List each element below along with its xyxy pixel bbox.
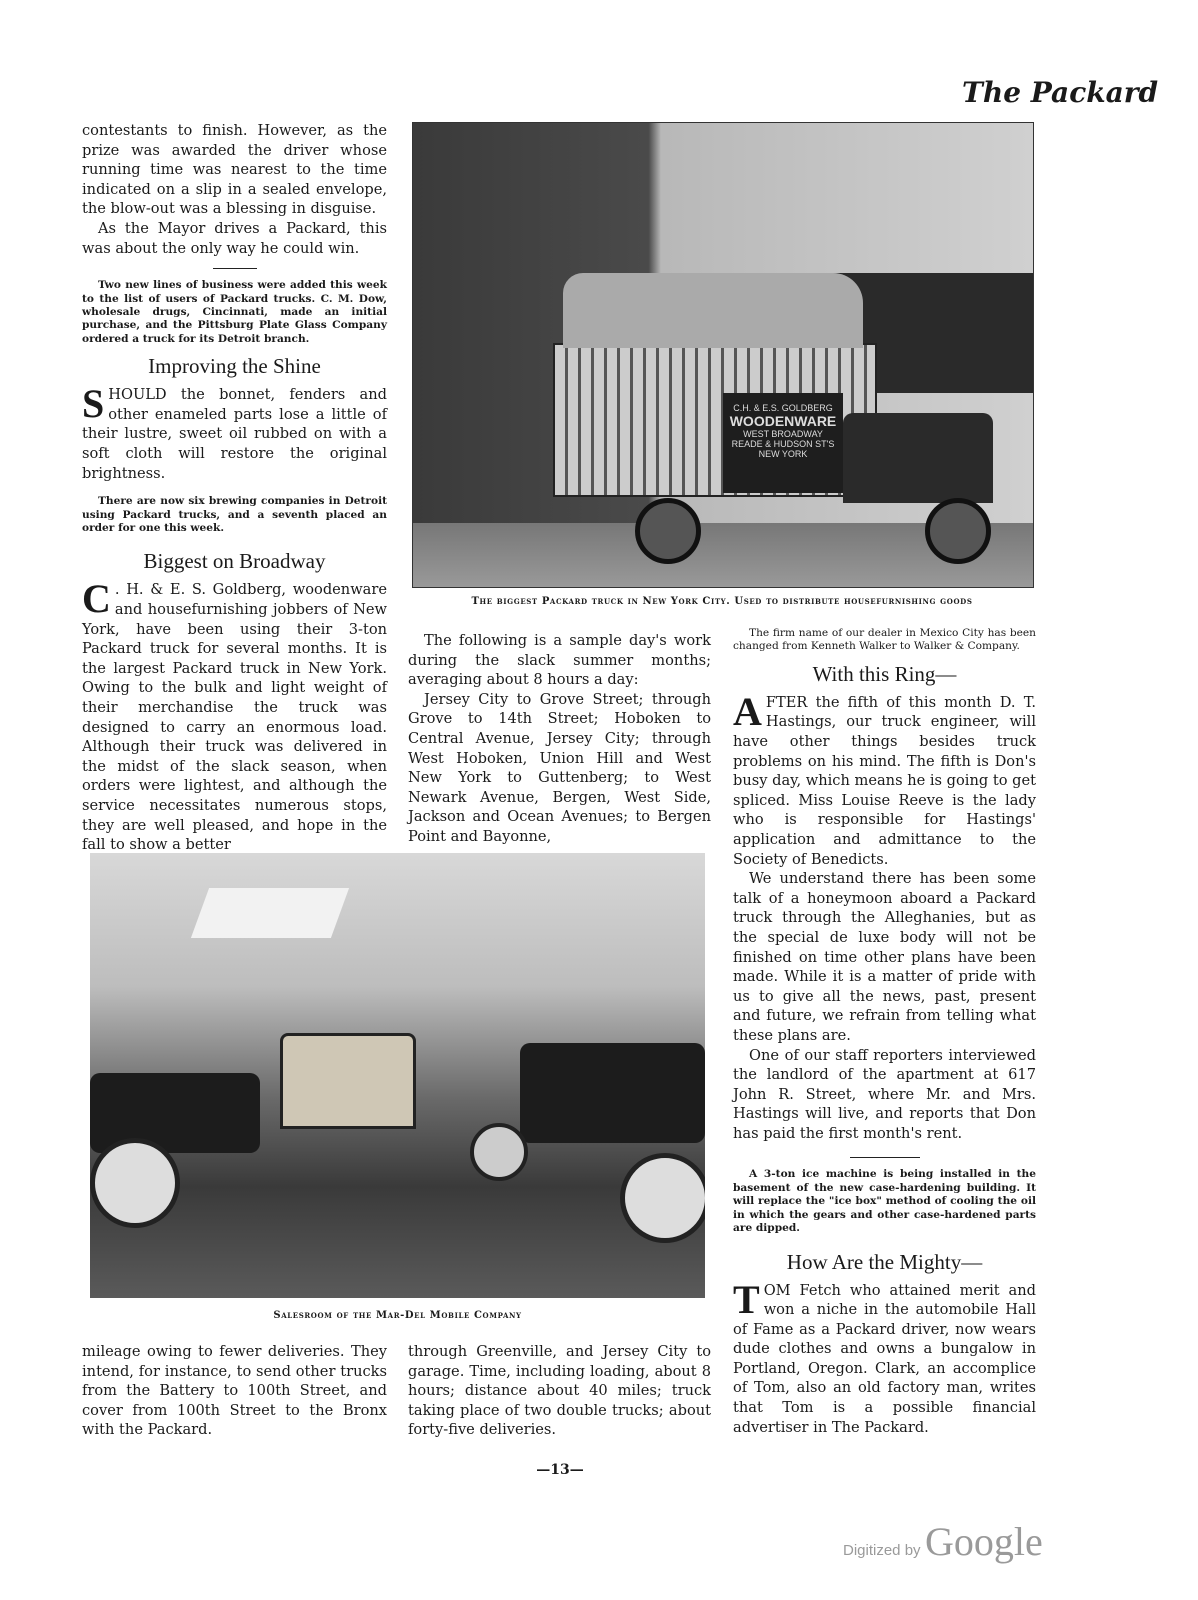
packard-logo: The Packard [962,76,1159,109]
heading-biggest-broadway: Biggest on Broadway [143,549,326,574]
paragraph: OM Fetch who attained merit and won a niche in the automobile Hall of Fame as a Packard driver, now wears dude clothes and owns a bungalow in Portland, Oregon. Clark, an accomplice of Tom, also an old factory man, writes that Tom is a possible financial advertiser in The Packard. [733,1281,1036,1436]
middle-column [408,631,711,847]
news-note: There are now six brewing companies in Detroit using Packard trucks, and a seventh placed an order for one this week. [82,495,387,534]
heading-how-are-the-mighty: How Are the Mighty— [786,1249,983,1274]
salesroom-photo [90,853,705,1298]
paragraph: contestants to finish. However, as the prize was awarded the driver whose running time was nearest to the time indicated on a slip in a sealed envelope, the blow-out was a blessing in disguise. [82,122,387,218]
paragraph: One of our staff reporters interviewed the landlord of the apartment at 617 John R. Street, where Mr. and Mrs. Hastings will live, and reports that Don has paid the first month's rent. [733,1046,1036,1142]
divider [213,268,257,269]
paragraph: HOULD the bonnet, fenders and other enameled parts lose a little of their lustre, sweet oil rubbed on with a soft cloth will restore the original brightness. [82,386,387,482]
drop-cap: C [82,576,111,622]
drop-cap: A [733,688,762,734]
right-column [733,627,1036,1437]
drop-cap: S [82,381,105,427]
truck-photo [412,122,1034,588]
paragraph: . H. & E. S. Goldberg, woodenware and housefurnishing jobbers of New York, have been using their 3-ton Packard truck for several months. It is the largest Packard truck in New York. Owing to the bulk and light weight of their merchandise the truck was designed to carry an enormous load. Although their truck was delivered in the midst of the slack season, when orders were lightest, and although the service necessitates numerous stops, they are well pleased, and hope in the fall to show a better [82,581,387,854]
bottom-middle-text [408,1342,711,1440]
paragraph: As the Mayor drives a Packard, this was about the only way he could win. [82,219,387,257]
truck-sign: C.H. & E.S. GOLDBERG WOODENWARE WEST BROADWAY READE & HUDSON ST'S NEW YORK [723,393,843,493]
paragraph: FTER the fifth of this month D. T. Hastings, our truck engineer, will have other things besides truck problems on his mind. The fifth is Don's busy day, which means he is going to get spliced. Miss Louise Reeve is the lady who is responsible for Hastings' application and admittance to the Society of Benedicts. [733,693,1036,868]
left-column [82,121,387,855]
truck-photo-caption: The biggest Packard truck in New York City. Used to distribute housefurnishing goods [471,596,973,607]
news-note: A 3-ton ice machine is being installed in the basement of the new case-hardening building. It will replace the "ice box" method of cooling the oil in which the gears and other case-hardened parts are dipped. [733,1168,1036,1235]
salesroom-photo-caption: Salesroom of the Mar-Del Mobile Company [273,1310,522,1321]
paragraph: Jersey City to Grove Street; through Grove to 14th Street; Hoboken to Central Avenue, Jersey City; through West Hoboken, Union Hill and West New York to Guttenberg; to West Newark Avenue, Bergen, West Side, Jackson and Ocean Avenues; to Bergen Point and Bayonne, [408,690,711,845]
news-note: The firm name of our dealer in Mexico City has been changed from Kenneth Walker to Walker & Company. [733,627,1036,653]
heading-improving-shine: Improving the Shine [148,354,321,379]
paragraph: mileage owing to fewer deliveries. They intend, for instance, to send other trucks from the Battery to 100th Street, and cover from 100th Street to the Bronx with the Packard. [82,1343,387,1439]
paragraph: The following is a sample day's work during the slack summer months; averaging about 8 hours a day: [408,632,711,689]
news-note: Two new lines of business were added this week to the list of users of Packard trucks. C. M. Dow, wholesale drugs, Cincinnati, made an initial purchase, and the Pittsburg Plate Glass Company ordered a truck for its Detroit branch. [82,279,387,345]
heading-with-this-ring: With this Ring— [812,661,957,686]
bottom-left-text [82,1342,387,1440]
page-number: —13— [536,1462,584,1478]
paragraph: through Greenville, and Jersey City to garage. Time, including loading, about 8 hours; distance about 40 miles; truck taking place of two double trucks; about forty-five deliveries. [408,1343,711,1439]
divider [850,1157,920,1158]
google-watermark: Digitized by Google [843,1519,1043,1564]
paragraph: We understand there has been some talk of a honeymoon aboard a Packard truck through the Alleghanies, but as the special de luxe body will not be finished on time other plans have been made. While it is a matter of pride with us to give all the news, past, present and future, we refrain from telling what these plans are. [733,870,1036,1044]
drop-cap: T [733,1276,760,1322]
